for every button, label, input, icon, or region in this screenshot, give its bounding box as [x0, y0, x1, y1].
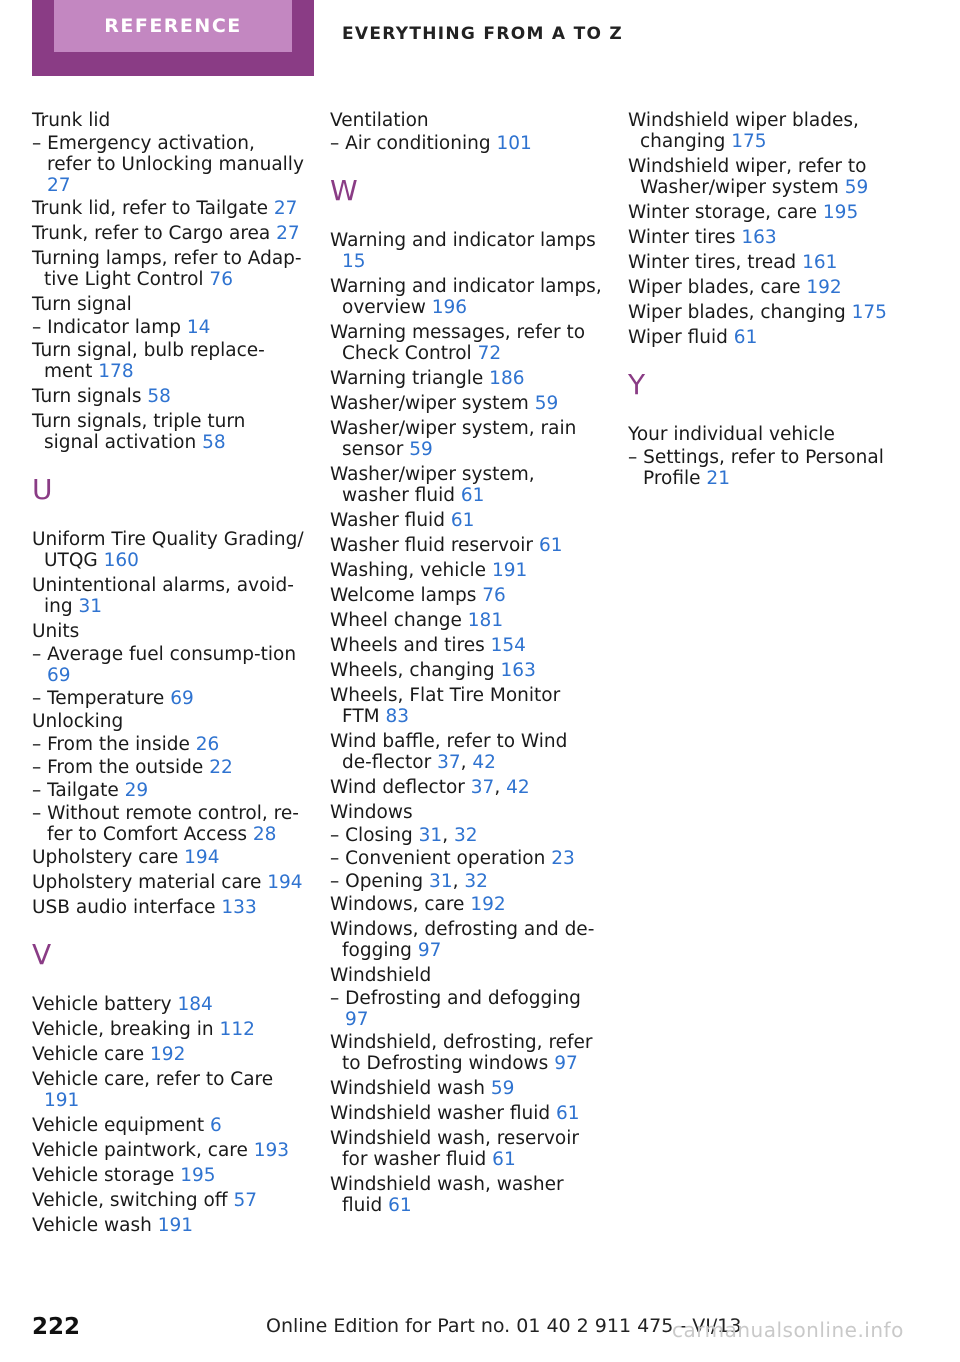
page-reference-link[interactable]: 184: [177, 994, 213, 1015]
index-entry: [330, 418, 602, 460]
page-reference-link[interactable]: 154: [490, 635, 526, 656]
index-entry: [330, 660, 602, 681]
entry-text: Washer/wiper system, rain sensor: [330, 418, 577, 460]
entry-text: Washer fluid: [330, 510, 445, 531]
index-entry: [330, 276, 602, 318]
page-reference-link[interactable]: 101: [496, 133, 532, 154]
page-reference-link[interactable]: 192: [470, 894, 506, 915]
index-entry: [330, 510, 602, 531]
entry-text: Warning triangle: [330, 368, 484, 389]
index-letter-heading: W: [330, 174, 358, 207]
page-reference-link[interactable]: 58: [147, 386, 171, 407]
page-reference-link[interactable]: 59: [490, 1078, 515, 1099]
index-entry: [32, 1069, 304, 1111]
entry-text: Winter tires: [628, 227, 736, 248]
index-entry: [330, 110, 602, 131]
index-entry: [330, 368, 602, 389]
entry-text: – From the inside: [32, 734, 190, 755]
page-reference-link[interactable]: 27: [47, 175, 71, 196]
entry-text: – Tailgate: [32, 780, 119, 801]
index-letter-heading: Y: [628, 368, 646, 401]
entry-text: – Without remote control, re-fer to Comfort Access: [32, 803, 299, 845]
entry-text: Wheels, changing: [330, 660, 495, 681]
page-reference-link[interactable]: 191: [157, 1215, 194, 1236]
index-subentry: [32, 317, 304, 338]
entry-text: Upholstery care: [32, 847, 179, 868]
index-entry: [628, 202, 928, 223]
entry-text: Wind baffle, refer to Wind de-flector: [330, 731, 568, 773]
section-tab-label: REFERENCE: [54, 0, 292, 52]
index-entry: [32, 529, 304, 571]
entry-text: Windshield wash: [330, 1078, 485, 1099]
page-reference-link[interactable]: 194: [184, 847, 220, 868]
page-reference-link[interactable]: 23: [551, 848, 575, 869]
page-reference-link[interactable]: 26: [195, 734, 220, 755]
index-entry: [628, 110, 928, 152]
index-entry: [330, 464, 602, 506]
page-reference-link[interactable]: 31: [418, 825, 443, 846]
page-reference-link[interactable]: 69: [170, 688, 194, 709]
page-reference-link[interactable]: 61: [492, 1149, 516, 1170]
entry-text: Ventilation: [330, 110, 429, 131]
entry-text: Unlocking: [32, 711, 124, 732]
index-entry: [330, 635, 602, 656]
index-subentry: [330, 133, 602, 154]
page-reference-link[interactable]: 21: [706, 468, 730, 489]
index-column-3: [628, 110, 928, 491]
page-reference-link[interactable]: 69: [47, 665, 71, 686]
entry-text: Vehicle storage: [32, 1165, 175, 1186]
index-entry: [32, 1165, 304, 1186]
entry-text: Windows, defrosting and de-fogging: [330, 919, 595, 961]
index-entry: [32, 1044, 304, 1065]
entry-text: – Air conditioning: [330, 133, 491, 154]
index-entry: [32, 110, 304, 131]
entry-text: Turn signal: [32, 294, 132, 315]
page-reference-link[interactable]: 61: [733, 327, 758, 348]
index-entry: [330, 1103, 602, 1124]
index-entry: [330, 560, 602, 581]
page-number: 222: [32, 1314, 81, 1340]
entry-text: Warning messages, refer to Check Control: [330, 322, 586, 364]
index-letter-heading: U: [32, 473, 53, 506]
page-reference-link[interactable]: 76: [209, 269, 233, 290]
entry-text: Uniform Tire Quality Grading/ UTQG: [32, 529, 304, 571]
page-reference-link[interactable]: 83: [385, 706, 410, 727]
entry-text: Trunk lid, refer to Tailgate: [32, 198, 269, 219]
page-reference-link[interactable]: 59: [534, 393, 559, 414]
entry-text: Windows: [330, 802, 413, 823]
entry-text: Windows, care: [330, 894, 465, 915]
index-entry: [330, 919, 602, 961]
entry-text: Turn signals, triple turn signal activation: [32, 411, 246, 453]
index-entry: [330, 685, 602, 727]
index-entry: [330, 393, 602, 414]
page-reference-link[interactable]: 161: [802, 252, 838, 273]
index-entry: [628, 327, 928, 348]
entry-text: Wheels, Flat Tire Monitor FTM: [330, 685, 561, 727]
page-reference-link[interactable]: 194: [267, 872, 303, 893]
index-entry: [628, 227, 928, 248]
index-entry: [32, 1215, 304, 1236]
watermark: carmanualsonline.info: [672, 1318, 904, 1342]
index-subentry: – Closing 31, 32: [330, 825, 478, 846]
index-column-2: [330, 110, 602, 1220]
index-subentry: [32, 803, 304, 845]
page-reference-link[interactable]: 61: [556, 1103, 580, 1124]
page-reference-link[interactable]: 195: [822, 202, 859, 223]
index-entry: [330, 965, 602, 986]
index-entry: [32, 1115, 304, 1136]
page-reference-link[interactable]: 160: [103, 550, 139, 571]
page-reference-link[interactable]: 133: [221, 897, 257, 918]
index-entry: [330, 1128, 602, 1170]
page-reference-link[interactable]: 186: [489, 368, 525, 389]
edition-footer: Online Edition for Part no. 01 40 2 911 475 - VI/13: [266, 1315, 742, 1337]
entry-text: Trunk lid: [32, 110, 111, 131]
index-entry: [330, 535, 602, 556]
entry-text: Vehicle paintwork, care: [32, 1140, 248, 1161]
index-entry: [330, 1032, 602, 1074]
page-reference-link[interactable]: 97: [554, 1053, 578, 1074]
page-reference-link[interactable]: 196: [431, 297, 468, 318]
entry-text: Wiper fluid: [628, 327, 728, 348]
entry-text: Washer/wiper system, washer fluid: [330, 464, 535, 506]
page-reference-link[interactable]: 97: [345, 1009, 369, 1030]
entry-text: – Settings, refer to Personal Profile: [628, 447, 884, 489]
section-tab: [32, 0, 314, 76]
index-entry: [32, 386, 304, 407]
page-reference-link[interactable]: 72: [477, 343, 502, 364]
page-reference-link[interactable]: 61: [538, 535, 563, 556]
entry-text: Wiper blades, care: [628, 277, 801, 298]
entry-text: Washer/wiper system: [330, 393, 529, 414]
entry-text: USB audio interface: [32, 897, 216, 918]
page-reference-link[interactable]: 193: [253, 1140, 290, 1161]
page-reference-link[interactable]: 59: [409, 439, 433, 460]
entry-text: Turn signal, bulb replace-ment: [32, 340, 265, 382]
index-entry: [32, 340, 304, 382]
index-entry: [330, 230, 602, 272]
index-subentry: [32, 780, 304, 801]
entry-text: – Indicator lamp: [32, 317, 182, 338]
entry-text: Turning lamps, refer to Adap-tive Light Control: [32, 248, 302, 290]
page-reference-link[interactable]: 191: [491, 560, 528, 581]
entry-text: Wind deflector: [330, 777, 465, 798]
entry-text: Turn signals: [32, 386, 142, 407]
index-entry: [32, 872, 304, 893]
index-entry: [32, 1019, 304, 1040]
entry-text: Windshield wash, washer fluid: [330, 1174, 564, 1216]
entry-text: Windshield wash, reservoir for washer fluid: [330, 1128, 579, 1170]
entry-text: Units: [32, 621, 80, 642]
entry-text: Windshield wiper, refer to Washer/wiper system: [628, 156, 867, 198]
entry-text: Wiper blades, changing: [628, 302, 846, 323]
page-reference-link[interactable]: 191: [44, 1090, 80, 1111]
index-entry: [330, 802, 602, 823]
entry-text: Wheels and tires: [330, 635, 485, 656]
index-subentry: [330, 988, 602, 1030]
index-entry: [628, 302, 928, 323]
index-entry: [330, 322, 602, 364]
page-reference-link[interactable]: 192: [806, 277, 842, 298]
page-reference-link[interactable]: 76: [482, 585, 506, 606]
index-letter-heading: V: [32, 938, 52, 971]
entry-text: – Convenient operation: [330, 848, 546, 869]
running-header-title: EVERYTHING FROM A TO Z: [342, 24, 624, 44]
page-reference-link[interactable]: 58: [202, 432, 226, 453]
entry-text: Vehicle wash: [32, 1215, 152, 1236]
page-reference-link[interactable]: 42: [506, 777, 530, 798]
index-subentry: [330, 848, 602, 869]
entry-text: Welcome lamps: [330, 585, 477, 606]
page-reference-link[interactable]: 42: [472, 752, 496, 773]
page-reference-link[interactable]: 163: [500, 660, 536, 681]
page-reference-link[interactable]: 27: [276, 223, 300, 244]
index-entry: [32, 411, 304, 453]
entry-text: Wheel change: [330, 610, 462, 631]
page-reference-link[interactable]: 59: [844, 177, 869, 198]
page-reference-link[interactable]: 32: [453, 825, 478, 846]
entry-text: Warning and indicator lamps, overview: [330, 276, 602, 318]
entry-text: Vehicle battery: [32, 994, 172, 1015]
page-reference-link[interactable]: 32: [464, 871, 488, 892]
index-entry: Wind deflector 37, 42: [330, 777, 530, 798]
page-reference-link[interactable]: 97: [417, 940, 442, 961]
page-reference-link[interactable]: 31: [429, 871, 453, 892]
page-reference-link[interactable]: 175: [851, 302, 887, 323]
index-entry: [32, 1190, 304, 1211]
index-entry: [32, 994, 304, 1015]
entry-text: Your individual vehicle: [628, 424, 835, 445]
page-reference-link[interactable]: 178: [98, 361, 134, 382]
index-subentry: – Opening 31, 32: [330, 871, 488, 892]
index-subentry: [32, 688, 304, 709]
index-entry: [628, 156, 928, 198]
index-subentry: [32, 133, 304, 196]
entry-text: Winter tires, tread: [628, 252, 797, 273]
page-reference-link[interactable]: 14: [186, 317, 211, 338]
index-column-1: [32, 110, 304, 1240]
entry-text: Vehicle equipment: [32, 1115, 205, 1136]
page-reference-link[interactable]: 61: [460, 485, 485, 506]
index-entry: [32, 294, 304, 315]
page-reference-link[interactable]: 31: [78, 596, 103, 617]
entry-text: Vehicle care: [32, 1044, 145, 1065]
entry-text: – Temperature: [32, 688, 165, 709]
page-reference-link[interactable]: 6: [210, 1115, 222, 1136]
index-subentry: [32, 644, 304, 686]
entry-text: – Average fuel consump-tion: [32, 644, 297, 665]
index-entry: [330, 1078, 602, 1099]
entry-text: Winter storage, care: [628, 202, 818, 223]
page-reference-link[interactable]: 195: [180, 1165, 216, 1186]
entry-text: Windshield washer fluid: [330, 1103, 551, 1124]
entry-text: Windshield: [330, 965, 432, 986]
page-reference-link[interactable]: 175: [731, 131, 767, 152]
page-reference-link[interactable]: 192: [150, 1044, 186, 1065]
index-entry: [32, 621, 304, 642]
index-subentry: [32, 757, 304, 778]
index-entry: [330, 610, 602, 631]
index-entry: [32, 1140, 304, 1161]
index-subentry: [32, 734, 304, 755]
index-entry: [32, 711, 304, 732]
index-entry: [628, 277, 928, 298]
entry-text: Warning and indicator lamps: [330, 230, 596, 251]
entry-text: Upholstery material care: [32, 872, 262, 893]
index-entry: [32, 847, 304, 868]
index-entry: [628, 252, 928, 273]
page-reference-link[interactable]: 29: [124, 780, 149, 801]
page-reference-link[interactable]: 15: [342, 251, 366, 272]
page-reference-link[interactable]: 61: [388, 1195, 412, 1216]
page-reference-link[interactable]: 163: [741, 227, 777, 248]
index-entry: [32, 223, 304, 244]
entry-text: Washing, vehicle: [330, 560, 487, 581]
entry-text: Vehicle care, refer to Care: [32, 1069, 274, 1090]
entry-text: – Opening: [330, 871, 424, 892]
index-entry: [32, 575, 304, 617]
index-entry: [32, 248, 304, 290]
index-entry: [32, 198, 304, 219]
page-reference-link[interactable]: 37: [470, 777, 495, 798]
entry-text: Unintentional alarms, avoid-ing: [32, 575, 294, 617]
entry-text: – From the outside: [32, 757, 204, 778]
entry-text: Vehicle, breaking in: [32, 1019, 214, 1040]
page-reference-link[interactable]: 112: [219, 1019, 255, 1040]
entry-text: – Defrosting and defogging: [330, 988, 581, 1009]
index-entry: [628, 424, 928, 445]
entry-text: – Emergency activation, refer to Unlocking manually: [32, 133, 304, 175]
page-reference-link[interactable]: 61: [450, 510, 475, 531]
entry-text: Windshield wiper blades, changing: [628, 110, 859, 152]
index-entry: [330, 1174, 602, 1216]
page-reference-link[interactable]: 28: [252, 824, 277, 845]
index-entry: [330, 585, 602, 606]
index-entry: Wind baffle, refer to Wind de-flector 37, 42: [330, 731, 568, 773]
entry-text: Trunk, refer to Cargo area: [32, 223, 271, 244]
index-entry: [330, 894, 602, 915]
entry-text: Windshield, defrosting, refer to Defrosting windows: [330, 1032, 593, 1074]
entry-text: Washer fluid reservoir: [330, 535, 534, 556]
page-reference-link[interactable]: 181: [467, 610, 504, 631]
page-reference-link[interactable]: 27: [273, 198, 298, 219]
index-subentry: [628, 447, 928, 489]
index-entry: [32, 897, 304, 918]
entry-text: – Closing: [330, 825, 413, 846]
entry-text: Vehicle, switching off: [32, 1190, 228, 1211]
page-reference-link[interactable]: 22: [209, 757, 233, 778]
page-reference-link[interactable]: 37: [437, 752, 461, 773]
page-reference-link[interactable]: 57: [233, 1190, 257, 1211]
